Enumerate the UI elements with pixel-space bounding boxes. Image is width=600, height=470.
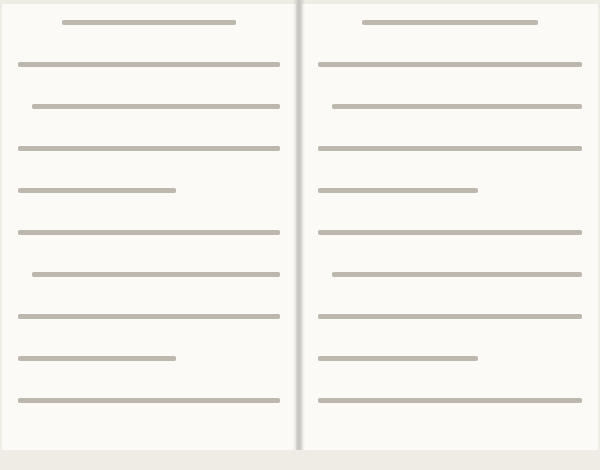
text-line — [318, 188, 478, 193]
text-line — [18, 398, 280, 403]
right-page — [302, 4, 598, 450]
text-line — [18, 146, 280, 151]
text-line — [332, 104, 582, 109]
text-line — [318, 230, 582, 235]
text-line — [32, 104, 280, 109]
text-line — [318, 146, 582, 151]
text-line — [332, 272, 582, 277]
text-line — [18, 188, 176, 193]
text-line — [318, 398, 582, 403]
text-line — [32, 272, 280, 277]
text-line — [362, 20, 538, 25]
text-line — [318, 356, 478, 361]
scan-footer — [0, 450, 600, 470]
text-line — [18, 62, 280, 67]
left-page — [2, 4, 296, 450]
book-gutter-shadow — [293, 0, 305, 470]
text-line — [62, 20, 236, 25]
text-line — [318, 62, 582, 67]
text-line — [18, 314, 280, 319]
text-line — [18, 230, 280, 235]
text-line — [318, 314, 582, 319]
text-line — [18, 356, 176, 361]
